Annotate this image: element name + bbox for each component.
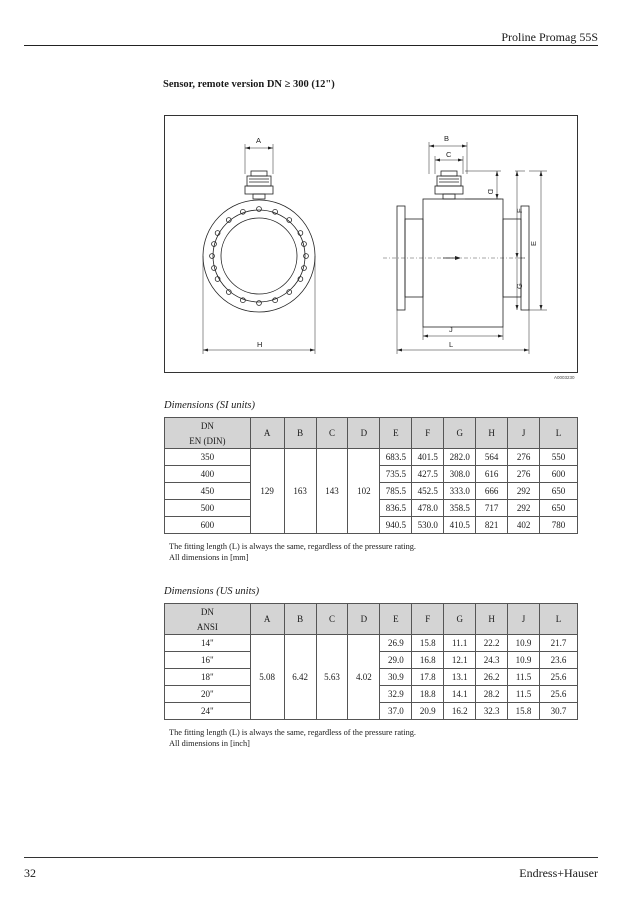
cell-j: 11.5 (508, 669, 540, 686)
table-row (165, 449, 578, 466)
header-c: C (316, 418, 348, 449)
cell-g: 333.0 (444, 483, 476, 500)
cell-l: 600 (540, 466, 578, 483)
header-g: G (444, 604, 476, 635)
si-table-caption: Dimensions (SI units) (164, 400, 255, 411)
footer-brand: Endress+Hauser (519, 866, 598, 880)
cell-e: 32.9 (380, 686, 412, 703)
cell-j: 292 (508, 483, 540, 500)
cell-dn: 24" (165, 703, 251, 720)
cell-dn: 350 (165, 449, 251, 466)
cell-f: 530.0 (412, 517, 444, 534)
header-e: E (380, 418, 412, 449)
dim-label-g: G (515, 283, 524, 289)
cell-dn: 400 (165, 466, 251, 483)
cell-g: 308.0 (444, 466, 476, 483)
header-e: E (380, 604, 412, 635)
cell-j: 10.9 (508, 635, 540, 652)
cell-dn: 450 (165, 483, 251, 500)
cell-j: 276 (508, 449, 540, 466)
header-g: G (444, 418, 476, 449)
page-number: 32 (24, 866, 36, 880)
cell-dn: 16" (165, 652, 251, 669)
front-view (203, 144, 315, 354)
cell-j: 11.5 (508, 686, 540, 703)
cell-l: 550 (540, 449, 578, 466)
header-b: B (284, 418, 316, 449)
si-note-line-2: All dimensions in [mm] (169, 553, 249, 562)
cell-dn: 20" (165, 686, 251, 703)
dim-label-c: C (446, 150, 452, 159)
dim-label-l: L (449, 340, 454, 349)
sensor-drawing-svg (165, 116, 579, 374)
cell-g: 12.1 (444, 652, 476, 669)
header-d: D (348, 604, 380, 635)
header-standard: EN (DIN) (165, 433, 251, 449)
us-note-line-1: The fitting length (L) is always the same, regardless of the pressure rating. (169, 728, 416, 737)
table-row (165, 635, 578, 652)
header-b: B (284, 604, 316, 635)
cell-b-shared: 6.42 (284, 635, 316, 720)
cell-d-shared: 102 (348, 449, 380, 534)
header-a: A (250, 418, 284, 449)
cell-f: 17.8 (412, 669, 444, 686)
cell-h: 22.2 (476, 635, 508, 652)
side-view (383, 142, 547, 354)
cell-l: 650 (540, 500, 578, 517)
section-title: Sensor, remote version DN ≥ 300 (12") (163, 79, 335, 90)
cell-h: 26.2 (476, 669, 508, 686)
cell-h: 717 (476, 500, 508, 517)
cell-j: 292 (508, 500, 540, 517)
cell-h: 24.3 (476, 652, 508, 669)
cell-g: 358.5 (444, 500, 476, 517)
cell-g: 11.1 (444, 635, 476, 652)
header-standard: ANSI (165, 619, 251, 635)
dim-label-a: A (256, 136, 262, 145)
cell-e: 30.9 (380, 669, 412, 686)
cell-f: 452.5 (412, 483, 444, 500)
cell-j: 276 (508, 466, 540, 483)
header-h: H (476, 604, 508, 635)
cell-dn: 18" (165, 669, 251, 686)
header-dn: DN (165, 418, 251, 434)
cell-f: 20.9 (412, 703, 444, 720)
cell-l: 25.6 (540, 669, 578, 686)
cell-dn: 14" (165, 635, 251, 652)
cell-h: 32.3 (476, 703, 508, 720)
cell-h: 666 (476, 483, 508, 500)
cell-h: 821 (476, 517, 508, 534)
figure-code: A0003230 (554, 375, 575, 380)
footer-rule (24, 857, 598, 858)
cell-e: 26.9 (380, 635, 412, 652)
cell-e: 836.5 (380, 500, 412, 517)
si-dimensions-table (164, 417, 578, 534)
cell-e: 735.5 (380, 466, 412, 483)
dim-label-b: B (444, 134, 450, 143)
table-header-row (165, 604, 578, 620)
us-dimensions-table (164, 603, 578, 720)
cell-g: 13.1 (444, 669, 476, 686)
bolt-holes (210, 207, 309, 306)
cell-e: 785.5 (380, 483, 412, 500)
cell-l: 30.7 (540, 703, 578, 720)
cell-h: 28.2 (476, 686, 508, 703)
cell-dn: 600 (165, 517, 251, 534)
table-header-row (165, 418, 578, 434)
header-l: L (540, 604, 578, 635)
header-f: F (412, 418, 444, 449)
cell-e: 29.0 (380, 652, 412, 669)
header-rule (24, 45, 598, 46)
cell-l: 23.6 (540, 652, 578, 669)
header-j: J (508, 418, 540, 449)
cell-f: 478.0 (412, 500, 444, 517)
si-table-note (169, 541, 416, 563)
cell-a-shared: 129 (250, 449, 284, 534)
cell-g: 16.2 (444, 703, 476, 720)
dim-label-h: H (257, 340, 263, 349)
cell-e: 940.5 (380, 517, 412, 534)
si-note-line-1: The fitting length (L) is always the same, regardless of the pressure rating. (169, 542, 416, 551)
cell-l: 650 (540, 483, 578, 500)
cell-g: 14.1 (444, 686, 476, 703)
cell-dn: 500 (165, 500, 251, 517)
cell-b-shared: 163 (284, 449, 316, 534)
header-j: J (508, 604, 540, 635)
dimension-drawing (164, 115, 578, 373)
us-table-caption: Dimensions (US units) (164, 586, 260, 597)
cell-c-shared: 143 (316, 449, 348, 534)
header-a: A (250, 604, 284, 635)
header-h: H (476, 418, 508, 449)
cell-h: 616 (476, 466, 508, 483)
cell-f: 15.8 (412, 635, 444, 652)
cell-f: 427.5 (412, 466, 444, 483)
cell-f: 401.5 (412, 449, 444, 466)
cell-f: 18.8 (412, 686, 444, 703)
dim-label-j: J (449, 325, 453, 334)
header-c: C (316, 604, 348, 635)
cell-g: 282.0 (444, 449, 476, 466)
dim-label-f: F (515, 208, 524, 213)
cell-j: 15.8 (508, 703, 540, 720)
cell-j: 402 (508, 517, 540, 534)
cell-f: 16.8 (412, 652, 444, 669)
header-title: Proline Promag 55S (501, 30, 598, 44)
cell-h: 564 (476, 449, 508, 466)
us-table-note (169, 727, 416, 749)
cell-l: 25.6 (540, 686, 578, 703)
cell-l: 21.7 (540, 635, 578, 652)
header-d: D (348, 418, 380, 449)
cell-a-shared: 5.08 (250, 635, 284, 720)
dim-label-d: D (486, 189, 495, 195)
header-f: F (412, 604, 444, 635)
cell-j: 10.9 (508, 652, 540, 669)
cell-l: 780 (540, 517, 578, 534)
dim-label-e: E (529, 240, 538, 246)
cell-d-shared: 4.02 (348, 635, 380, 720)
us-note-line-2: All dimensions in [inch] (169, 739, 250, 748)
cell-g: 410.5 (444, 517, 476, 534)
cell-c-shared: 5.63 (316, 635, 348, 720)
cell-e: 683.5 (380, 449, 412, 466)
header-dn: DN (165, 604, 251, 620)
header-l: L (540, 418, 578, 449)
cell-e: 37.0 (380, 703, 412, 720)
